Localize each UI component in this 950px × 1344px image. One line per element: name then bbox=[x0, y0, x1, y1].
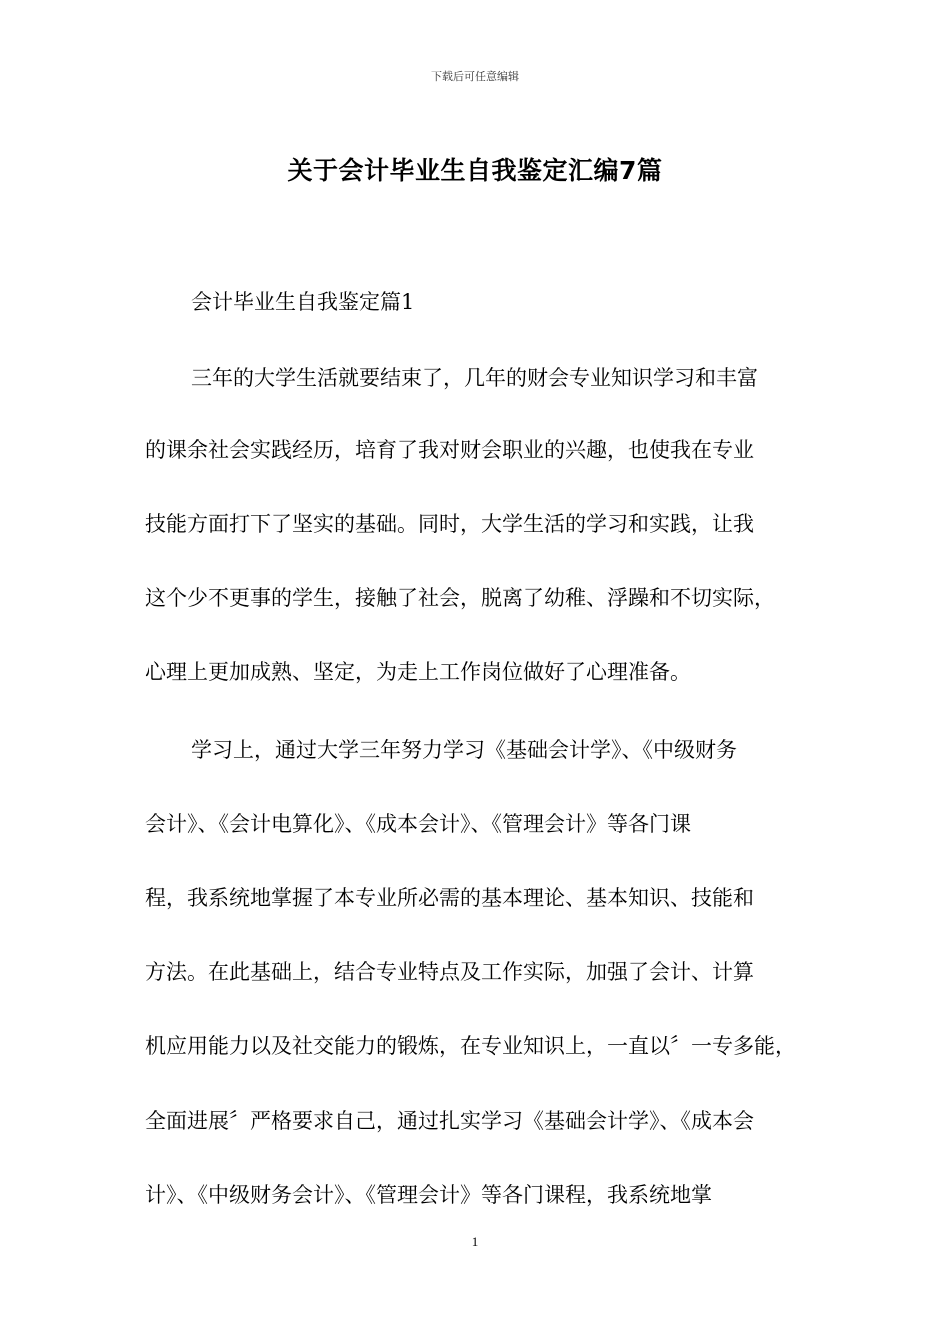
paragraph-line: 的课余社会实践经历，培育了我对财会职业的兴趣，也使我在专业 bbox=[145, 438, 754, 462]
paragraph-line: 方法。在此基础上，结合专业特点及工作实际，加强了会计、计算 bbox=[145, 960, 754, 984]
paragraph-line: 技能方面打下了坚实的基础。同时，大学生活的学习和实践，让我 bbox=[145, 512, 754, 536]
paragraph-line: 这个少不更事的学生，接触了社会，脱离了幼稚、浮躁和不切实际， bbox=[145, 586, 775, 610]
header-note: 下载后可任意编辑 bbox=[431, 70, 519, 83]
paragraph-line: 计》、《中级财务会计》、《管理会计》等各门课程，我系统地掌 bbox=[145, 1183, 712, 1207]
paragraph-line: 机应用能力以及社交能力的锻炼，在专业知识上，一直以〞一专多能， bbox=[145, 1034, 796, 1058]
paragraph-line: 学习上，通过大学三年努力学习《基础会计学》、《中级财务 bbox=[191, 738, 737, 762]
paragraph-line: 全面进展〞严格要求自己，通过扎实学习《基础会计学》、《成本会 bbox=[145, 1109, 754, 1133]
section-heading: 会计毕业生自我鉴定篇1 bbox=[191, 290, 415, 314]
document-title: 关于会计毕业生自我鉴定汇编7篇 bbox=[287, 156, 663, 185]
page-number: 1 bbox=[471, 1234, 479, 1249]
paragraph-line: 心理上更加成熟、坚定，为走上工作岗位做好了心理准备。 bbox=[145, 660, 691, 684]
paragraph-line: 会计》、《会计电算化》、《成本会计》、《管理会计》等各门课 bbox=[145, 812, 691, 836]
paragraph-line: 三年的大学生活就要结束了，几年的财会专业知识学习和丰富 bbox=[191, 366, 758, 390]
paragraph-line: 程，我系统地掌握了本专业所必需的基本理论、基本知识、技能和 bbox=[145, 886, 754, 910]
